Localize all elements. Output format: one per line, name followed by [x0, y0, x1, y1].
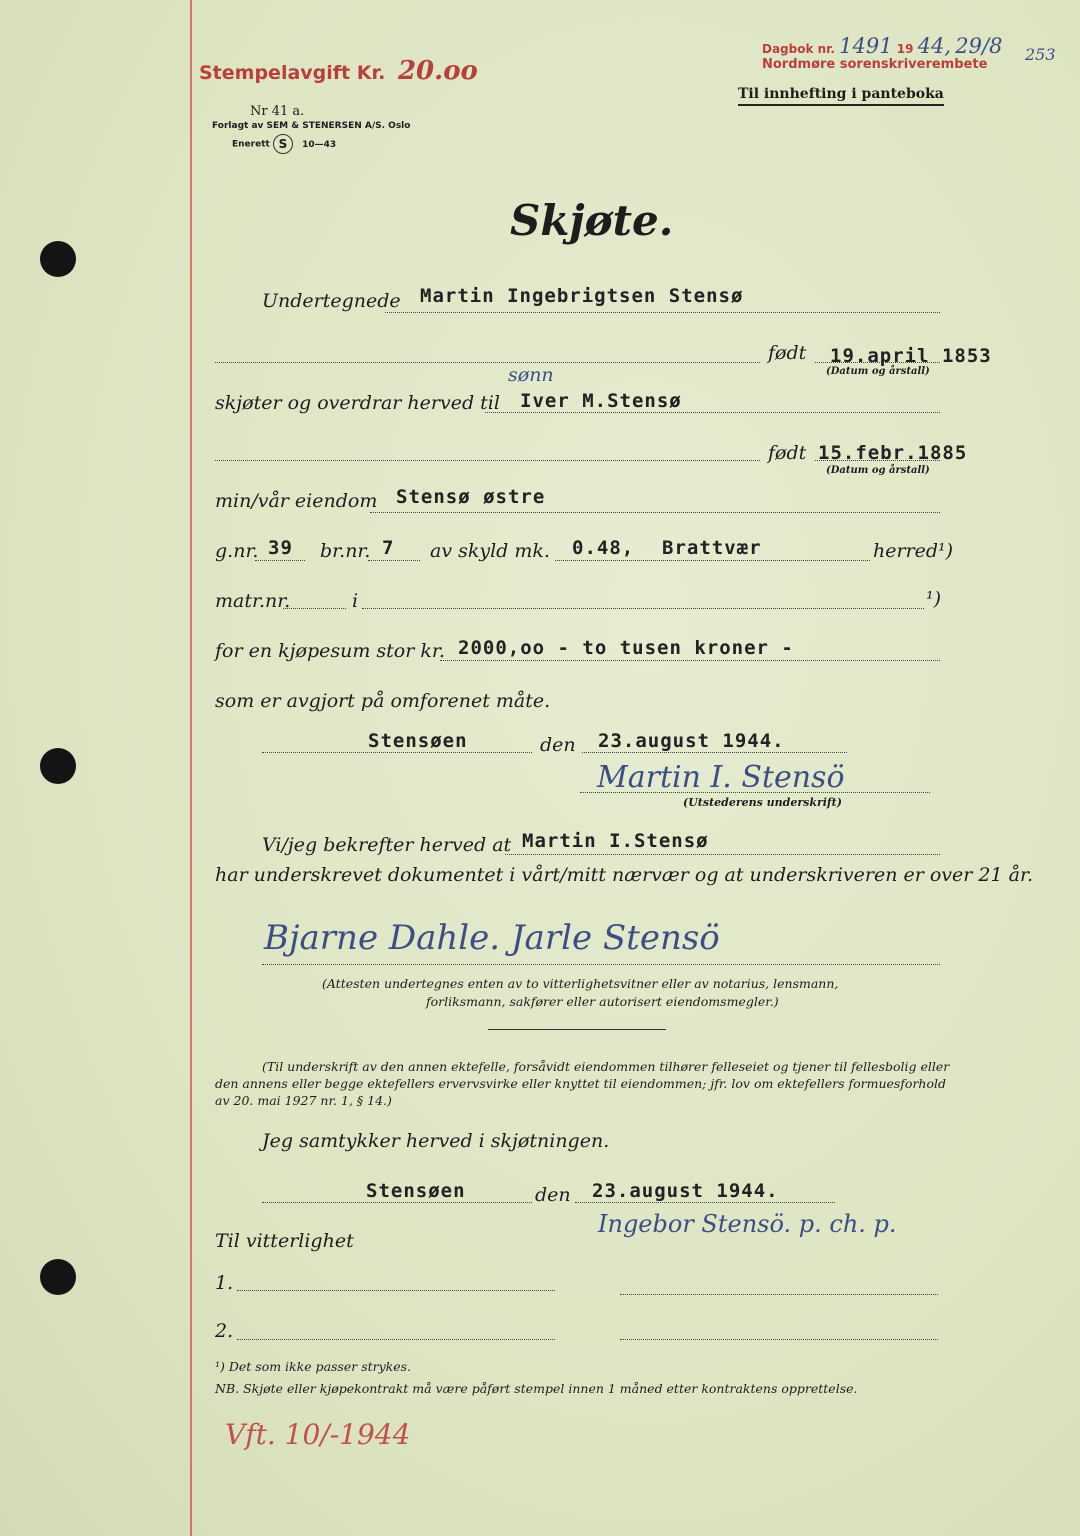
- punch-hole: [40, 1259, 76, 1295]
- publisher-line1: Forlagt av SEM & STENERSEN A/S. Oslo: [212, 121, 411, 131]
- witness-2-label: 2.: [215, 1320, 234, 1342]
- matr-in-label: i: [352, 590, 359, 612]
- settled-text: som er avgjort på omforenet måte.: [215, 690, 551, 712]
- consent-text: Jeg samtykker herved i skjøtningen.: [262, 1130, 610, 1152]
- property-label: min/vår eiendom: [215, 490, 378, 512]
- transfer-label: skjøter og overdrar herved til: [215, 392, 500, 414]
- consent-date: 23.august 1944.: [592, 1180, 779, 1202]
- publisher-logo: S: [273, 134, 293, 154]
- confirm-text: har underskrevet dokumentet i vårt/mitt nærvær og at underskriveren er over 21 år.: [215, 864, 1033, 886]
- punch-hole: [40, 748, 76, 784]
- stamp-fee-label: Stempelavgift Kr.: [199, 62, 386, 84]
- register-year-label: 19: [896, 42, 914, 56]
- buyer-birth-date: 15.febr.1885: [818, 442, 968, 464]
- buyer-born-label: født: [768, 442, 807, 464]
- seller-date-caption: (Datum og årstall): [826, 366, 930, 377]
- undersigned-name: Martin Ingebrigtsen Stensø: [420, 285, 744, 307]
- spouse-note-1: (Til underskrift av den annen ektefelle, forsåvidt eiendommen tilhører felleseiet og tjener til fellesbolig eller: [262, 1059, 950, 1074]
- stamp-fee-value: 20.oo: [397, 56, 478, 86]
- witness-caption-2: forliksmann, sakfører eller autorisert eiendomsmegler.): [426, 994, 779, 1009]
- register-stamp-value: 1491: [839, 34, 893, 58]
- price-label: for en kjøpesum stor kr.: [215, 640, 445, 662]
- register-stamp: [762, 34, 1002, 58]
- page-number: 253: [1025, 45, 1056, 64]
- buyer-name: Iver M.Stensø: [520, 390, 682, 412]
- punch-hole: [40, 241, 76, 277]
- footnote-1: ¹) Det som ikke passer strykes.: [215, 1359, 412, 1374]
- matr-footnote: ¹): [926, 588, 942, 610]
- herred-value: Brattvær: [662, 537, 762, 559]
- bottom-annotation: Vft. 10/-1944: [225, 1418, 411, 1451]
- publisher-info: [232, 134, 336, 154]
- register-stamp-label: Dagbok nr.: [762, 42, 835, 56]
- herred-label: herred¹): [873, 540, 954, 562]
- publisher-date: 10—43: [302, 139, 337, 150]
- skyld-label: av skyld mk.: [430, 540, 550, 562]
- footnote-2: NB. Skjøte eller kjøpekontrakt må være påført stempel innen 1 måned etter kontraktens opprettelse.: [215, 1381, 858, 1396]
- register-year-value: 44,: [917, 34, 952, 58]
- date: 23.august 1944.: [598, 730, 785, 752]
- gnr-label: g.nr.: [215, 540, 259, 562]
- margin-line: [190, 0, 192, 1536]
- matr-label: matr.nr.: [215, 590, 291, 612]
- spouse-note-2: den annens eller begge ektefellers ervervsvirke eller knyttet til eiendommen; jfr. lov om ektefellers formuesforhold: [215, 1076, 947, 1091]
- skyld-value: 0.48,: [572, 537, 635, 559]
- divider: [488, 1029, 666, 1030]
- witness-signatures: Bjarne Dahle. Jarle Stensö: [264, 918, 720, 958]
- seller-birth-date: 19.april 1853: [830, 345, 992, 367]
- consent-place: Stensøen: [366, 1180, 466, 1202]
- form-number: Nr 41 a.: [250, 104, 305, 119]
- property-name: Stensø østre: [396, 486, 546, 508]
- page-title: Skjøte.: [510, 196, 674, 245]
- witness-label: Til vitterlighet: [215, 1230, 354, 1252]
- bnr-value: 7: [382, 537, 395, 559]
- witness-caption-1: (Attesten undertegnes enten av to vitterlighetsvitner eller av notarius, lensmann,: [322, 976, 839, 991]
- register-date: 29/8: [955, 34, 1003, 58]
- spouse-note-3: av 20. mai 1927 nr. 1, § 14.): [215, 1093, 392, 1108]
- seller-born-label: født: [768, 342, 807, 364]
- issuer-signature: Martin I. Stensö: [597, 760, 845, 795]
- bnr-label: br.nr.: [320, 540, 371, 562]
- issuer-caption: (Utstederens underskrift): [683, 796, 842, 809]
- stamp-fee: [199, 56, 478, 86]
- buyer-relation: sønn: [508, 364, 554, 386]
- price-value: 2000,oo - to tusen kroner -: [458, 637, 794, 659]
- undersigned-label: Undertegnede: [262, 290, 401, 312]
- office-name: Nordmøre sorenskriverembete: [762, 57, 988, 72]
- gnr-value: 39: [268, 537, 293, 559]
- confirm-label: Vi/jeg bekrefter herved at: [262, 834, 512, 856]
- purpose-label: Til innhefting i panteboka: [738, 86, 944, 106]
- witness-1-label: 1.: [215, 1272, 234, 1294]
- consent-den-label: den: [535, 1184, 571, 1206]
- buyer-date-caption: (Datum og årstall): [826, 465, 930, 476]
- publisher-line2: Enerett: [232, 139, 270, 150]
- confirm-name: Martin I.Stensø: [522, 830, 709, 852]
- consent-signature: Ingebor Stensö. p. ch. p.: [598, 1210, 897, 1238]
- place: Stensøen: [368, 730, 468, 752]
- date-den-label: den: [540, 734, 576, 756]
